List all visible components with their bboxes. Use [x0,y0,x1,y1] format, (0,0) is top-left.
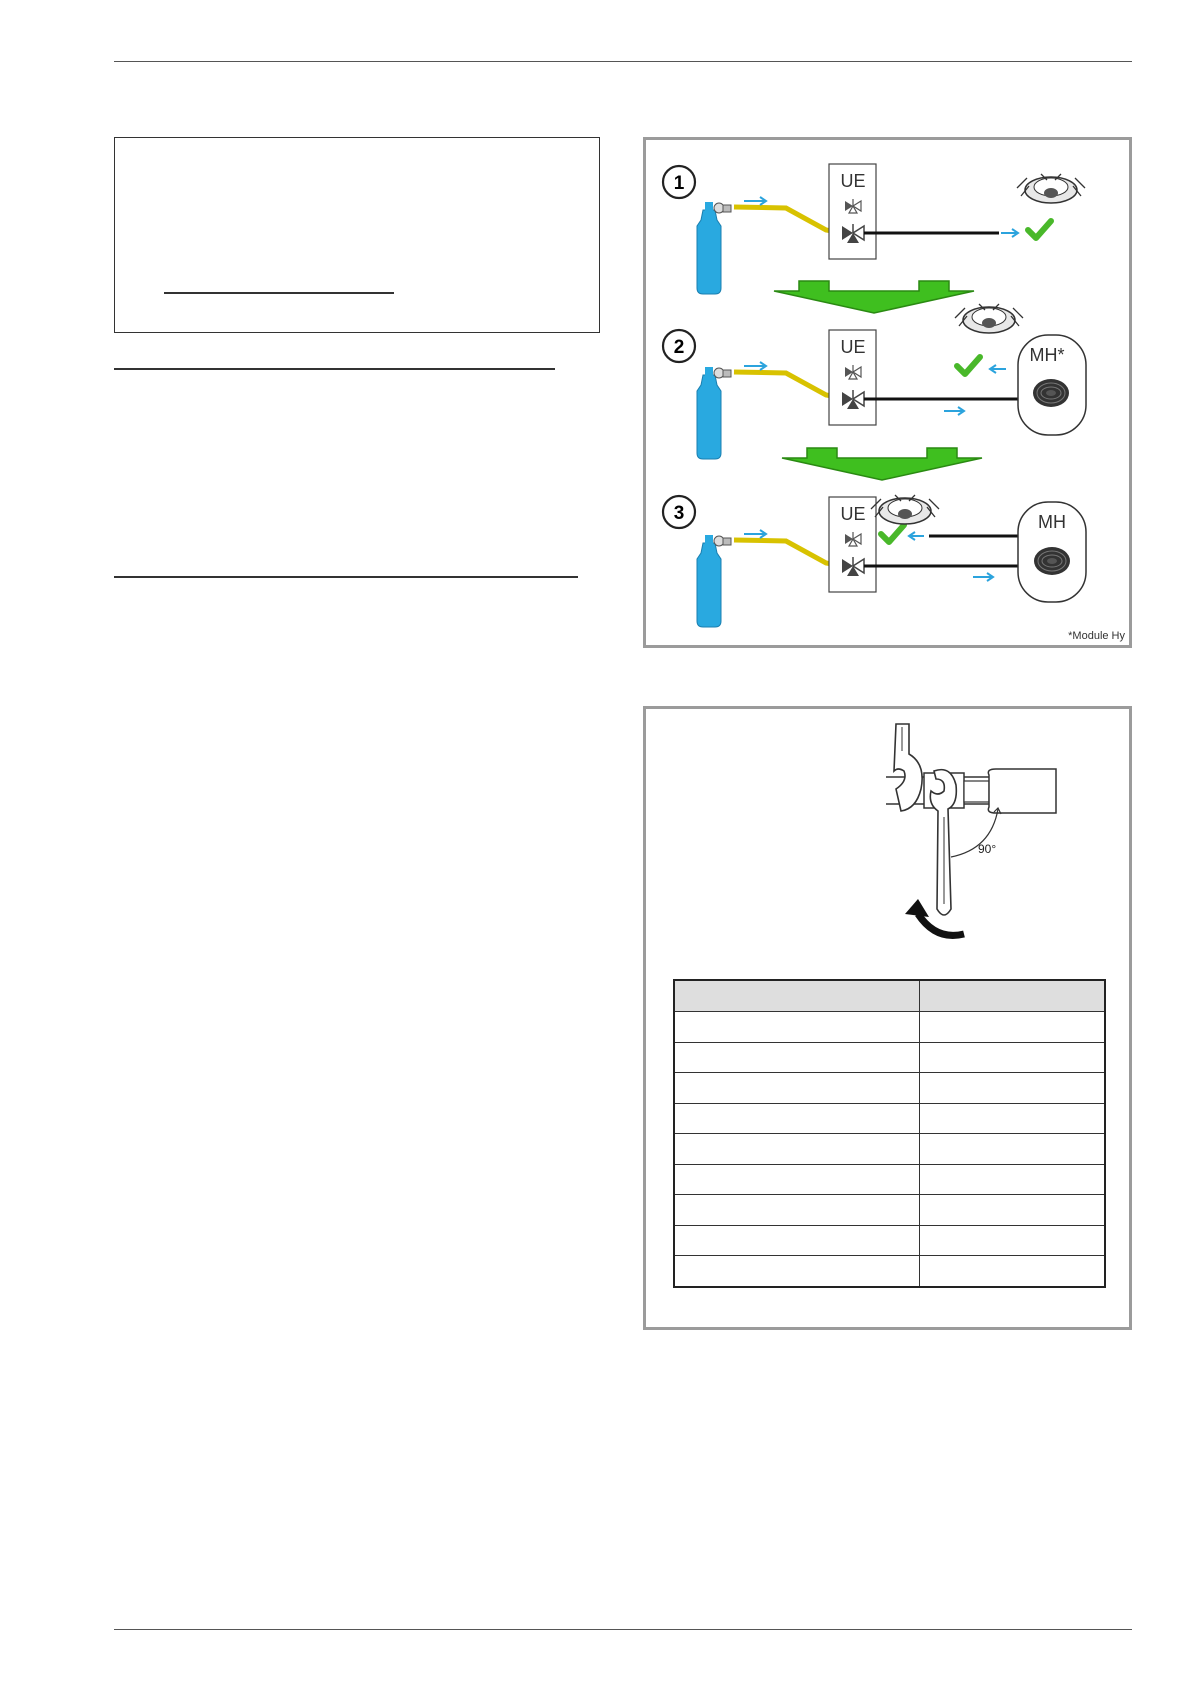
mh-label-3: MH [1038,512,1066,532]
ue-label-1: UE [840,171,866,191]
wrench-diagram [646,709,1129,959]
flow-arrow [1001,229,1018,237]
table-header-row [674,980,1105,1012]
table-cell [919,1195,1105,1226]
footer-rule [114,1629,1132,1630]
angle-label: 90° [978,842,997,856]
step-1 [663,164,1085,294]
check-icon [1028,221,1051,238]
table-cell [674,1134,919,1165]
table-header-cell [919,980,1105,1012]
table-cell [674,1225,919,1256]
hose-3 [734,540,838,565]
table-cell [919,1042,1105,1073]
indoor-unit-icon [955,304,1023,333]
step-3 [663,495,1086,627]
figure-footnote: *Module Hy [1068,630,1125,642]
wrench-icon [894,724,922,811]
table-row [674,1073,1105,1104]
note-box [114,137,600,333]
table-cell [674,1103,919,1134]
table-row [674,1225,1105,1256]
table-row [674,1103,1105,1134]
coil-icon [1034,547,1070,575]
step-transition-arrow [774,281,974,313]
table-row [674,1164,1105,1195]
step-1-number: 1 [673,173,685,194]
nitrogen-cylinder-icon [697,367,731,459]
table-cell [674,1073,919,1104]
flow-arrow [944,407,964,415]
table-row [674,1042,1105,1073]
nitrogen-cylinder-icon [697,202,731,294]
table-cell [674,1042,919,1073]
table-cell [919,1225,1105,1256]
table-cell [674,1256,919,1287]
table-cell [919,1256,1105,1287]
flow-arrow [990,365,1006,373]
table-cell [919,1164,1105,1195]
nitrogen-cylinder-icon [697,535,731,627]
rotation-arrowhead [905,899,929,917]
hose-2 [734,372,838,397]
table-cell [919,1103,1105,1134]
pressure-test-diagram [646,140,1129,645]
rotation-arrow-icon [918,914,964,935]
ue-label-3: UE [840,504,866,524]
flow-arrow [909,532,924,540]
table-cell [919,1134,1105,1165]
table-header-cell [674,980,919,1012]
flow-arrow [744,530,766,538]
indoor-unit-icon [1017,174,1085,203]
section-rule-1 [114,368,555,370]
table-cell [674,1012,919,1043]
note-underline [164,292,394,294]
table-row [674,1256,1105,1287]
table-row [674,1195,1105,1226]
ue-label-2: UE [840,337,866,357]
coil-icon [1033,379,1069,407]
check-icon [957,357,980,374]
tightening-figure [643,706,1132,1330]
table-row [674,1134,1105,1165]
step-3-number: 3 [673,503,685,524]
torque-table [673,979,1106,1288]
flow-arrow [744,362,766,370]
check-icon [881,525,904,542]
pressure-test-figure [643,137,1132,648]
table-cell [674,1195,919,1226]
step-2-number: 2 [673,337,685,358]
table-cell [674,1164,919,1195]
section-rule-2 [114,576,578,578]
flow-arrow [973,573,993,581]
table-cell [919,1012,1105,1043]
table-row [674,1012,1105,1043]
mh-label-2: MH* [1029,345,1065,365]
step-transition-arrow [782,448,982,480]
table-cell [919,1073,1105,1104]
step-2 [663,304,1086,459]
hose-1 [734,207,838,232]
indoor-unit-icon [871,495,939,524]
header-rule [114,61,1132,62]
